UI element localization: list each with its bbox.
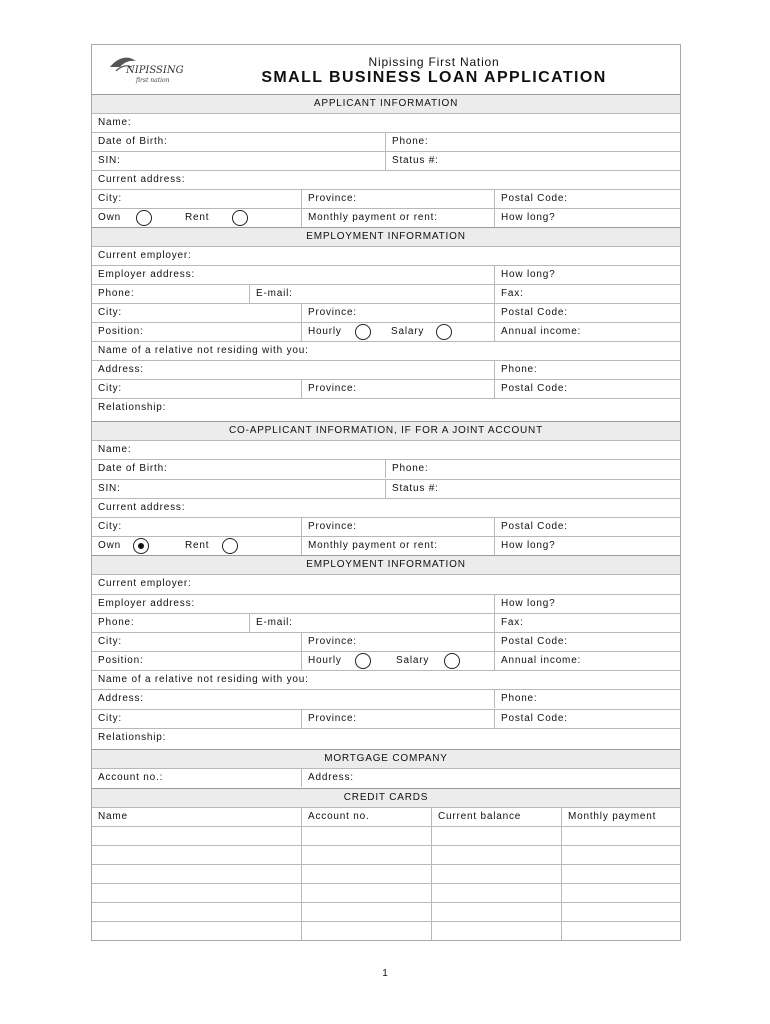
cc-name-header bbox=[92, 808, 301, 826]
co-rent-radio[interactable] bbox=[222, 538, 238, 554]
co-phone-field[interactable] bbox=[385, 460, 680, 478]
relative-address-field[interactable] bbox=[92, 361, 494, 379]
section-heading: EMPLOYMENT INFORMATION bbox=[306, 559, 466, 570]
co-current-address-field[interactable] bbox=[92, 499, 680, 517]
row-co-relative bbox=[92, 670, 680, 689]
employer-postal-field[interactable] bbox=[494, 304, 680, 322]
cc-account-cell[interactable] bbox=[301, 884, 431, 902]
row-co-relative-address bbox=[92, 689, 680, 708]
cc-balance-header bbox=[431, 808, 561, 826]
address-label: Address: bbox=[98, 364, 144, 375]
loan-application-form bbox=[91, 44, 681, 941]
province-label: Province: bbox=[308, 383, 357, 394]
phone-field[interactable] bbox=[385, 133, 680, 151]
co-name-field[interactable] bbox=[92, 441, 680, 459]
status-field[interactable] bbox=[385, 152, 680, 170]
row-sin-status bbox=[92, 151, 680, 170]
cc-balance-cell[interactable] bbox=[431, 903, 561, 921]
province-label: Province: bbox=[308, 193, 357, 204]
current-employer-field[interactable] bbox=[92, 247, 680, 265]
co-salary-radio[interactable] bbox=[444, 653, 460, 669]
how-long-label: How long? bbox=[501, 269, 556, 280]
co-status-field[interactable] bbox=[385, 480, 680, 498]
row-position bbox=[92, 322, 680, 341]
row-co-relative-city bbox=[92, 709, 680, 728]
province-label: Province: bbox=[308, 713, 357, 724]
section-heading: MORTGAGE COMPANY bbox=[324, 753, 448, 764]
how-long-label: How long? bbox=[501, 212, 556, 223]
pay-type-cell bbox=[301, 323, 494, 341]
relationship-label: Relationship: bbox=[98, 402, 167, 413]
postal-code-label: Postal Code: bbox=[501, 521, 568, 532]
cc-monthly-cell[interactable] bbox=[561, 846, 680, 864]
city-label: City: bbox=[98, 713, 122, 724]
current-employer-label: Current employer: bbox=[98, 250, 192, 261]
phone-label: Phone: bbox=[392, 136, 429, 147]
form-title: SMALL BUSINESS LOAN APPLICATION bbox=[261, 69, 607, 86]
province-field[interactable] bbox=[301, 190, 494, 208]
how-long-field[interactable] bbox=[494, 209, 680, 227]
account-no-label: Account no.: bbox=[98, 772, 164, 783]
co-own-rent-cell bbox=[92, 537, 301, 555]
row-dob-phone bbox=[92, 132, 680, 151]
row-relative-address bbox=[92, 360, 680, 379]
employer-province-field[interactable] bbox=[301, 304, 494, 322]
co-employer-fax-field[interactable] bbox=[494, 614, 680, 632]
name-label: Name: bbox=[98, 444, 132, 455]
dob-label: Date of Birth: bbox=[98, 463, 168, 474]
row-co-city bbox=[92, 517, 680, 536]
co-employer-phone-field[interactable] bbox=[92, 614, 249, 632]
co-sin-field[interactable] bbox=[92, 480, 385, 498]
cc-monthly-cell[interactable] bbox=[561, 884, 680, 902]
monthly-payment-field[interactable] bbox=[301, 209, 494, 227]
row-relative-city bbox=[92, 379, 680, 398]
status-label: Status #: bbox=[392, 155, 439, 166]
monthly-payment-label: Monthly payment or rent: bbox=[308, 212, 438, 223]
page-number: 1 bbox=[382, 968, 388, 979]
position-field[interactable] bbox=[92, 323, 301, 341]
row-employer-address bbox=[92, 265, 680, 284]
city-label: City: bbox=[98, 521, 122, 532]
section-heading: APPLICANT INFORMATION bbox=[313, 98, 459, 109]
salary-label: Salary bbox=[391, 326, 425, 337]
phone-label: Phone: bbox=[392, 463, 429, 474]
credit-card-row bbox=[92, 883, 680, 902]
cc-account-cell[interactable] bbox=[301, 865, 431, 883]
relative-label: Name of a relative not residing with you: bbox=[98, 674, 309, 685]
co-pay-type-cell bbox=[301, 652, 494, 670]
co-relative-province-field[interactable] bbox=[301, 710, 494, 728]
annual-income-label: Annual income: bbox=[501, 655, 582, 666]
cc-monthly-header bbox=[561, 808, 680, 826]
city-label: City: bbox=[98, 636, 122, 647]
postal-code-label: Postal Code: bbox=[501, 307, 568, 318]
employer-address-label: Employer address: bbox=[98, 598, 195, 609]
how-long-label: How long? bbox=[501, 540, 556, 551]
monthly-payment-label: Monthly payment or rent: bbox=[308, 540, 438, 551]
employer-phone-field[interactable] bbox=[92, 285, 249, 303]
cc-account-cell[interactable] bbox=[301, 922, 431, 940]
address-label: Address: bbox=[308, 772, 354, 783]
address-label: Address: bbox=[98, 693, 144, 704]
credit-card-row bbox=[92, 845, 680, 864]
row-co-name bbox=[92, 440, 680, 459]
cc-monthly-cell[interactable] bbox=[561, 922, 680, 940]
co-city-field[interactable] bbox=[92, 518, 301, 536]
annual-income-label: Annual income: bbox=[501, 326, 582, 337]
phone-label: Phone: bbox=[98, 617, 135, 628]
own-label: Own bbox=[98, 212, 121, 223]
row-co-relationship bbox=[92, 728, 680, 747]
province-label: Province: bbox=[308, 521, 357, 532]
email-label: E-mail: bbox=[256, 288, 293, 299]
city-label: City: bbox=[98, 307, 122, 318]
row-mortgage bbox=[92, 768, 680, 787]
co-dob-field[interactable] bbox=[92, 460, 385, 478]
relative-phone-field[interactable] bbox=[494, 361, 680, 379]
credit-card-row bbox=[92, 921, 680, 940]
current-employer-label: Current employer: bbox=[98, 578, 192, 589]
row-co-current-address bbox=[92, 498, 680, 517]
row-co-dob-phone bbox=[92, 459, 680, 478]
co-how-long-field[interactable] bbox=[494, 537, 680, 555]
co-hourly-radio[interactable] bbox=[355, 653, 371, 669]
co-employer-address-field[interactable] bbox=[92, 595, 494, 613]
relative-postal-field[interactable] bbox=[494, 380, 680, 398]
mortgage-account-field[interactable] bbox=[92, 769, 301, 787]
sin-label: SIN: bbox=[98, 155, 121, 166]
cc-monthly-cell[interactable] bbox=[561, 827, 680, 845]
co-relative-field[interactable] bbox=[92, 671, 680, 689]
name-label: Name: bbox=[98, 117, 132, 128]
svg-text:NIPISSING: NIPISSING bbox=[126, 65, 184, 76]
cc-account-cell[interactable] bbox=[301, 846, 431, 864]
mortgage-address-field[interactable] bbox=[301, 769, 680, 787]
co-province-field[interactable] bbox=[301, 518, 494, 536]
co-current-employer-field[interactable] bbox=[92, 575, 680, 593]
relationship-field[interactable] bbox=[92, 399, 680, 417]
current-address-field[interactable] bbox=[92, 171, 680, 189]
organization-name: Nipissing First Nation bbox=[368, 55, 500, 69]
co-annual-income-field[interactable] bbox=[494, 652, 680, 670]
how-long-label: How long? bbox=[501, 598, 556, 609]
phone-label: Phone: bbox=[501, 364, 538, 375]
row-emp-phone-email bbox=[92, 284, 680, 303]
cc-account-cell[interactable] bbox=[301, 903, 431, 921]
cc-name-cell[interactable] bbox=[92, 922, 301, 940]
row-co-emp-city bbox=[92, 632, 680, 651]
co-relative-address-field[interactable] bbox=[92, 690, 494, 708]
row-emp-city bbox=[92, 303, 680, 322]
province-label: Province: bbox=[308, 307, 357, 318]
rent-radio[interactable] bbox=[232, 210, 248, 226]
credit-card-header-row bbox=[92, 807, 680, 826]
relative-label: Name of a relative not residing with you: bbox=[98, 345, 309, 356]
cc-balance-label: Current balance bbox=[438, 811, 522, 822]
section-applicant bbox=[92, 94, 680, 113]
co-monthly-payment-field[interactable] bbox=[301, 537, 494, 555]
row-city-province-postal bbox=[92, 189, 680, 208]
current-address-label: Current address: bbox=[98, 174, 186, 185]
cc-balance-cell[interactable] bbox=[431, 827, 561, 845]
city-label: City: bbox=[98, 383, 122, 394]
co-employer-city-field[interactable] bbox=[92, 633, 301, 651]
cc-name-cell[interactable] bbox=[92, 846, 301, 864]
position-label: Position: bbox=[98, 655, 144, 666]
sin-field[interactable] bbox=[92, 152, 385, 170]
section-co-applicant bbox=[92, 421, 680, 440]
form-header bbox=[92, 45, 680, 95]
hourly-label: Hourly bbox=[308, 655, 342, 666]
email-label: E-mail: bbox=[256, 617, 293, 628]
relative-province-field[interactable] bbox=[301, 380, 494, 398]
row-own-rent bbox=[92, 208, 680, 227]
salary-label: Salary bbox=[396, 655, 430, 666]
rent-label: Rent bbox=[185, 212, 210, 223]
dob-label: Date of Birth: bbox=[98, 136, 168, 147]
row-current-employer bbox=[92, 246, 680, 265]
phone-label: Phone: bbox=[98, 288, 135, 299]
cc-balance-cell[interactable] bbox=[431, 884, 561, 902]
co-employer-province-field[interactable] bbox=[301, 633, 494, 651]
dob-field[interactable] bbox=[92, 133, 385, 151]
cc-balance-cell[interactable] bbox=[431, 846, 561, 864]
section-heading: CO-APPLICANT INFORMATION, IF FOR A JOINT ACCOUNT bbox=[229, 425, 543, 436]
cc-balance-cell[interactable] bbox=[431, 865, 561, 883]
section-heading: EMPLOYMENT INFORMATION bbox=[306, 231, 466, 242]
cc-monthly-label: Monthly payment bbox=[568, 811, 657, 822]
credit-card-row bbox=[92, 902, 680, 921]
relationship-label: Relationship: bbox=[98, 732, 167, 743]
relative-field[interactable] bbox=[92, 342, 680, 360]
co-employer-postal-field[interactable] bbox=[494, 633, 680, 651]
credit-card-row bbox=[92, 864, 680, 883]
row-relationship bbox=[92, 398, 680, 417]
hourly-radio[interactable] bbox=[355, 324, 371, 340]
co-employer-email-field[interactable] bbox=[249, 614, 494, 632]
cc-monthly-cell[interactable] bbox=[561, 865, 680, 883]
sin-label: SIN: bbox=[98, 483, 121, 494]
postal-code-label: Postal Code: bbox=[501, 713, 568, 724]
own-rent-cell bbox=[92, 209, 301, 227]
section-heading: CREDIT CARDS bbox=[343, 792, 429, 803]
postal-code-label: Postal Code: bbox=[501, 193, 568, 204]
cc-account-header bbox=[301, 808, 431, 826]
own-radio[interactable] bbox=[136, 210, 152, 226]
credit-card-row bbox=[92, 826, 680, 845]
row-co-employer-address bbox=[92, 594, 680, 613]
svg-text:first nation: first nation bbox=[136, 77, 170, 84]
hourly-label: Hourly bbox=[308, 326, 342, 337]
fax-label: Fax: bbox=[501, 617, 524, 628]
co-employer-how-long-field[interactable] bbox=[494, 595, 680, 613]
postal-code-field[interactable] bbox=[494, 190, 680, 208]
employer-email-field[interactable] bbox=[249, 285, 494, 303]
co-postal-field[interactable] bbox=[494, 518, 680, 536]
employer-address-label: Employer address: bbox=[98, 269, 195, 280]
own-label: Own bbox=[98, 540, 121, 551]
postal-code-label: Postal Code: bbox=[501, 383, 568, 394]
cc-name-cell[interactable] bbox=[92, 903, 301, 921]
row-co-emp-phone-email bbox=[92, 613, 680, 632]
province-label: Province: bbox=[308, 636, 357, 647]
cc-monthly-cell[interactable] bbox=[561, 903, 680, 921]
row-co-sin-status bbox=[92, 479, 680, 498]
rent-label: Rent bbox=[185, 540, 210, 551]
row-co-own-rent bbox=[92, 536, 680, 555]
co-relationship-field[interactable] bbox=[92, 729, 680, 747]
row-name bbox=[92, 113, 680, 132]
co-position-field[interactable] bbox=[92, 652, 301, 670]
employer-city-field[interactable] bbox=[92, 304, 301, 322]
fax-label: Fax: bbox=[501, 288, 524, 299]
section-employment bbox=[92, 227, 680, 246]
phone-label: Phone: bbox=[501, 693, 538, 704]
name-field[interactable] bbox=[92, 114, 680, 132]
postal-code-label: Postal Code: bbox=[501, 636, 568, 647]
city-field[interactable] bbox=[92, 190, 301, 208]
position-label: Position: bbox=[98, 326, 144, 337]
cc-account-label: Account no. bbox=[308, 811, 370, 822]
cc-name-cell[interactable] bbox=[92, 827, 301, 845]
cc-name-label: Name bbox=[98, 811, 128, 822]
section-co-employment bbox=[92, 555, 680, 574]
relative-city-field[interactable] bbox=[92, 380, 301, 398]
cc-name-cell[interactable] bbox=[92, 884, 301, 902]
cc-account-cell[interactable] bbox=[301, 827, 431, 845]
row-co-current-employer bbox=[92, 574, 680, 593]
employer-address-field[interactable] bbox=[92, 266, 494, 284]
salary-radio[interactable] bbox=[436, 324, 452, 340]
section-credit-cards bbox=[92, 788, 680, 807]
employer-how-long-field[interactable] bbox=[494, 266, 680, 284]
cc-name-cell[interactable] bbox=[92, 865, 301, 883]
city-label: City: bbox=[98, 193, 122, 204]
cc-balance-cell[interactable] bbox=[431, 922, 561, 940]
co-own-radio[interactable] bbox=[133, 538, 149, 554]
row-current-address bbox=[92, 170, 680, 189]
employer-fax-field[interactable] bbox=[494, 285, 680, 303]
section-mortgage bbox=[92, 749, 680, 768]
co-relative-city-field[interactable] bbox=[92, 710, 301, 728]
status-label: Status #: bbox=[392, 483, 439, 494]
annual-income-field[interactable] bbox=[494, 323, 680, 341]
row-co-position bbox=[92, 651, 680, 670]
current-address-label: Current address: bbox=[98, 502, 186, 513]
co-relative-phone-field[interactable] bbox=[494, 690, 680, 708]
row-relative bbox=[92, 341, 680, 360]
co-relative-postal-field[interactable] bbox=[494, 710, 680, 728]
